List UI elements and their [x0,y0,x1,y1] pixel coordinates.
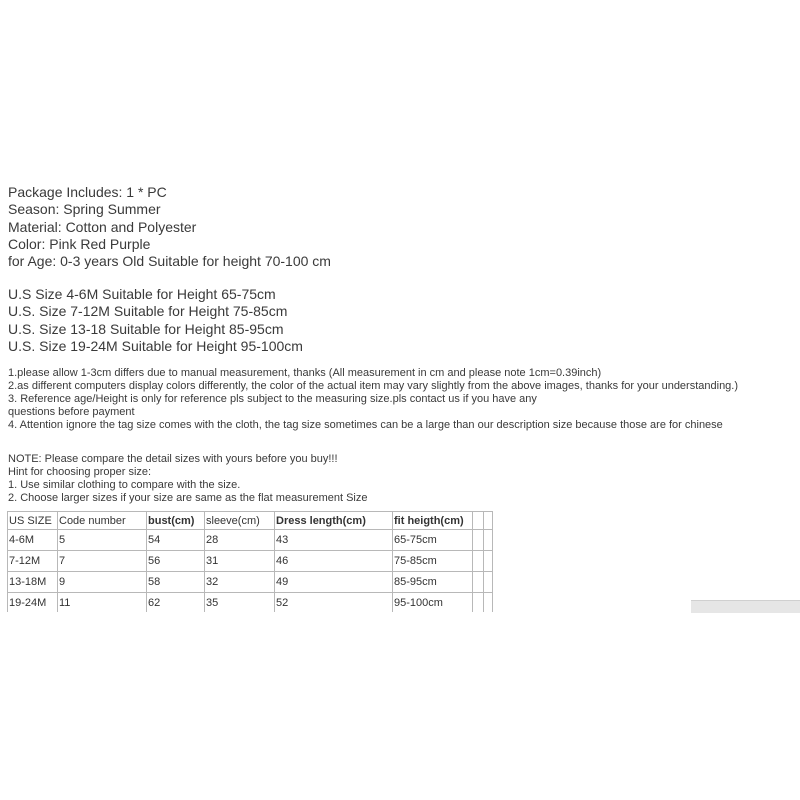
size-line: U.S. Size 19-24M Suitable for Height 95-100cm [8,337,303,354]
table-row [8,572,493,593]
size-line: U.S. Size 13-18 Suitable for Height 85-95cm [8,320,284,337]
note-line: 4. Attention ignore the tag size comes with the cloth, the tag size sometimes can be a large than our description size because those are for chinese [8,419,723,431]
hint-line: 1. Use similar clothing to compare with the size. [8,479,241,491]
table-cell: 62 [147,593,205,614]
crop-edge [0,612,800,800]
table-header-cell: Code number [58,512,147,530]
table-cell [484,530,493,551]
table-cell: 95-100cm [393,593,473,614]
table-cell: 58 [147,572,205,593]
table-row [8,530,493,551]
table-cell [473,572,484,593]
note-line: questions before payment [8,406,135,418]
table-cell: 32 [205,572,275,593]
table-header-cell: US SIZE [8,512,58,530]
table-cell: 35 [205,593,275,614]
size-list [8,286,303,355]
table-header-cell [484,512,493,530]
info-line: Package Includes: 1 * PC [8,184,167,200]
hint-line: Hint for choosing proper size: [8,466,152,478]
table-cell [473,593,484,614]
table-cell: 65-75cm [393,530,473,551]
table-cell: 5 [58,530,147,551]
size-line: U.S Size 4-6M Suitable for Height 65-75cm [8,286,276,302]
table-cell: 46 [275,551,393,572]
table-cell: 31 [205,551,275,572]
size-hints [8,453,368,505]
hint-line: 2. Choose larger sizes if your size are same as the flat measurement Size [8,492,368,504]
note-line: 1.please allow 1-3cm differs due to manual measurement, thanks (All measurement in cm and please note 1cm=0.39inch) [8,367,602,379]
table-cell: 54 [147,530,205,551]
table-cell: 19-24M [8,593,58,614]
table-cell: 7 [58,551,147,572]
side-button[interactable] [691,600,800,613]
table-cell [484,572,493,593]
table-header-cell: fit heigth(cm) [393,512,473,530]
table-cell: 75-85cm [393,551,473,572]
size-line: U.S. Size 7-12M Suitable for Height 75-85cm [8,303,288,320]
notes [8,367,738,432]
table-cell [484,593,493,614]
table-cell [473,551,484,572]
table-header-row [8,512,493,530]
table-cell [484,551,493,572]
table-header-cell: sleeve(cm) [205,512,275,530]
table-header-cell: bust(cm) [147,512,205,530]
table-cell: 28 [205,530,275,551]
table-row [8,551,493,572]
info-line: Season: Spring Summer [8,201,161,218]
table-cell: 11 [58,593,147,614]
table-cell: 4-6M [8,530,58,551]
note-line: 2.as different computers display colors differently, the color of the actual item may vary slightly from the above images, thanks for your understanding.) [8,380,739,392]
table-cell: 56 [147,551,205,572]
info-line: for Age: 0-3 years Old Suitable for height 70-100 cm [8,253,331,270]
table-cell: 9 [58,572,147,593]
hint-line: NOTE: Please compare the detail sizes with yours before you buy!!! [8,453,338,465]
table-row [8,593,493,614]
table-header-cell [473,512,484,530]
table-cell: 49 [275,572,393,593]
table-cell: 7-12M [8,551,58,572]
info-line: Material: Cotton and Polyester [8,218,197,235]
table-cell: 52 [275,593,393,614]
table-header-cell: Dress length(cm) [275,512,393,530]
note-line: 3. Reference age/Height is only for reference pls subject to the measuring size.pls contact us if you have any [8,393,537,405]
product-info [8,184,331,270]
table-cell: 43 [275,530,393,551]
info-line: Color: Pink Red Purple [8,235,151,252]
size-table [7,511,493,614]
table-cell: 85-95cm [393,572,473,593]
table-cell: 13-18M [8,572,58,593]
table-cell [473,530,484,551]
